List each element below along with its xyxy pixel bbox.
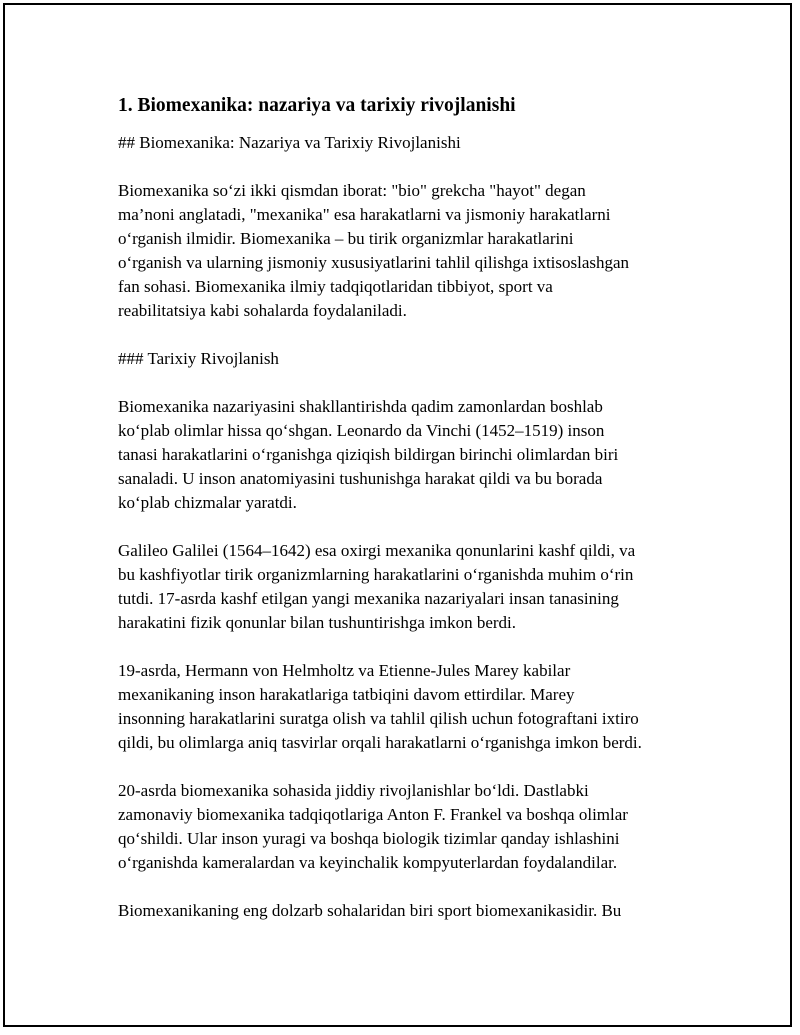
paragraph-gap <box>118 755 718 779</box>
paragraph-gap <box>118 515 718 539</box>
paragraph-19th-century <box>118 659 718 755</box>
text-line: 20-asrda biomexanika sohasida jiddiy rivojlanishlar bo‘ldi. Dastlabki <box>118 781 589 800</box>
subsection-heading: ### Tarixiy Rivojlanish <box>118 349 279 368</box>
text-line: qo‘shildi. Ular inson yuragi va boshqa biologik tizimlar qanday ishlashini <box>118 829 620 848</box>
text-line: Biomexanika nazariyasini shakllantirishda qadim zamonlardan boshlab <box>118 397 603 416</box>
paragraph-galileo <box>118 539 718 635</box>
text-line: o‘rganish ilmidir. Biomexanika – bu tirik organizmlar harakatlarini <box>118 229 574 248</box>
paragraph-leonardo <box>118 395 718 515</box>
paragraph-sport <box>118 899 718 923</box>
paragraph-gap <box>118 875 718 899</box>
document-title: 1. Biomexanika: nazariya va tarixiy rivojlanishi <box>118 95 516 116</box>
text-line: Biomexanika so‘zi ikki qismdan iborat: "bio" grekcha "hayot" degan <box>118 181 586 200</box>
text-line: tanasi harakatlarini o‘rganishga qiziqish bildirgan birinchi olimlardan biri <box>118 445 619 464</box>
text-line: tutdi. 17-asrda kashf etilgan yangi mexanika nazariyalari insan tanasining <box>118 589 619 608</box>
text-line: insonning harakatlarini suratga olish va tahlil qilish uchun fotograftani ixtiro <box>118 709 639 728</box>
paragraph-gap <box>118 371 718 395</box>
text-line: sanaladi. U inson anatomiyasini tushunishga harakat qildi va bu borada <box>118 469 603 488</box>
text-line: harakatini fizik qonunlar bilan tushuntirishga imkon berdi. <box>118 613 516 632</box>
text-line: 19-asrda, Hermann von Helmholtz va Etienne-Jules Marey kabilar <box>118 661 571 680</box>
text-line: zamonaviy biomexanika tadqiqotlariga Anton F. Frankel va boshqa olimlar <box>118 805 628 824</box>
text-line: ma’noni anglatadi, "mexanika" esa harakatlarni va jismoniy harakatlarni <box>118 205 611 224</box>
text-line: reabilitatsiya kabi sohalarda foydalaniladi. <box>118 301 407 320</box>
paragraph-intro <box>118 179 718 323</box>
paragraph-gap <box>118 323 718 347</box>
section-heading: ## Biomexanika: Nazariya va Tarixiy Rivojlanishi <box>118 133 461 152</box>
text-line: o‘rganishda kameralardan va keyinchalik kompyuterlardan foydalandilar. <box>118 853 618 872</box>
text-line: o‘rganish va ularning jismoniy xususiyatlarini tahlil qilishga ixtisoslashgan <box>118 253 630 272</box>
text-line: ko‘plab chizmalar yaratdi. <box>118 493 297 512</box>
text-line: Biomexanikaning eng dolzarb sohalaridan biri sport biomexanikasidir. Bu <box>118 901 622 920</box>
text-line: bu kashfiyotlar tirik organizmlarning harakatlarini o‘rganishda muhim o‘rin <box>118 565 634 584</box>
text-line: mexanikaning inson harakatlariga tatbiqini davom ettirdilar. Marey <box>118 685 575 704</box>
paragraph-gap <box>118 635 718 659</box>
paragraph-20th-century <box>118 779 718 875</box>
text-line: qildi, bu olimlarga aniq tasvirlar orqali harakatlarni o‘rganishga imkon berdi. <box>118 733 642 752</box>
text-line: Galileo Galilei (1564–1642) esa oxirgi mexanika qonunlarini kashf qildi, va <box>118 541 636 560</box>
document-body <box>118 92 718 923</box>
paragraph-gap <box>118 155 718 179</box>
text-line: ko‘plab olimlar hissa qo‘shgan. Leonardo da Vinchi (1452–1519) inson <box>118 421 605 440</box>
text-line: fan sohasi. Biomexanika ilmiy tadqiqotlaridan tibbiyot, sport va <box>118 277 553 296</box>
